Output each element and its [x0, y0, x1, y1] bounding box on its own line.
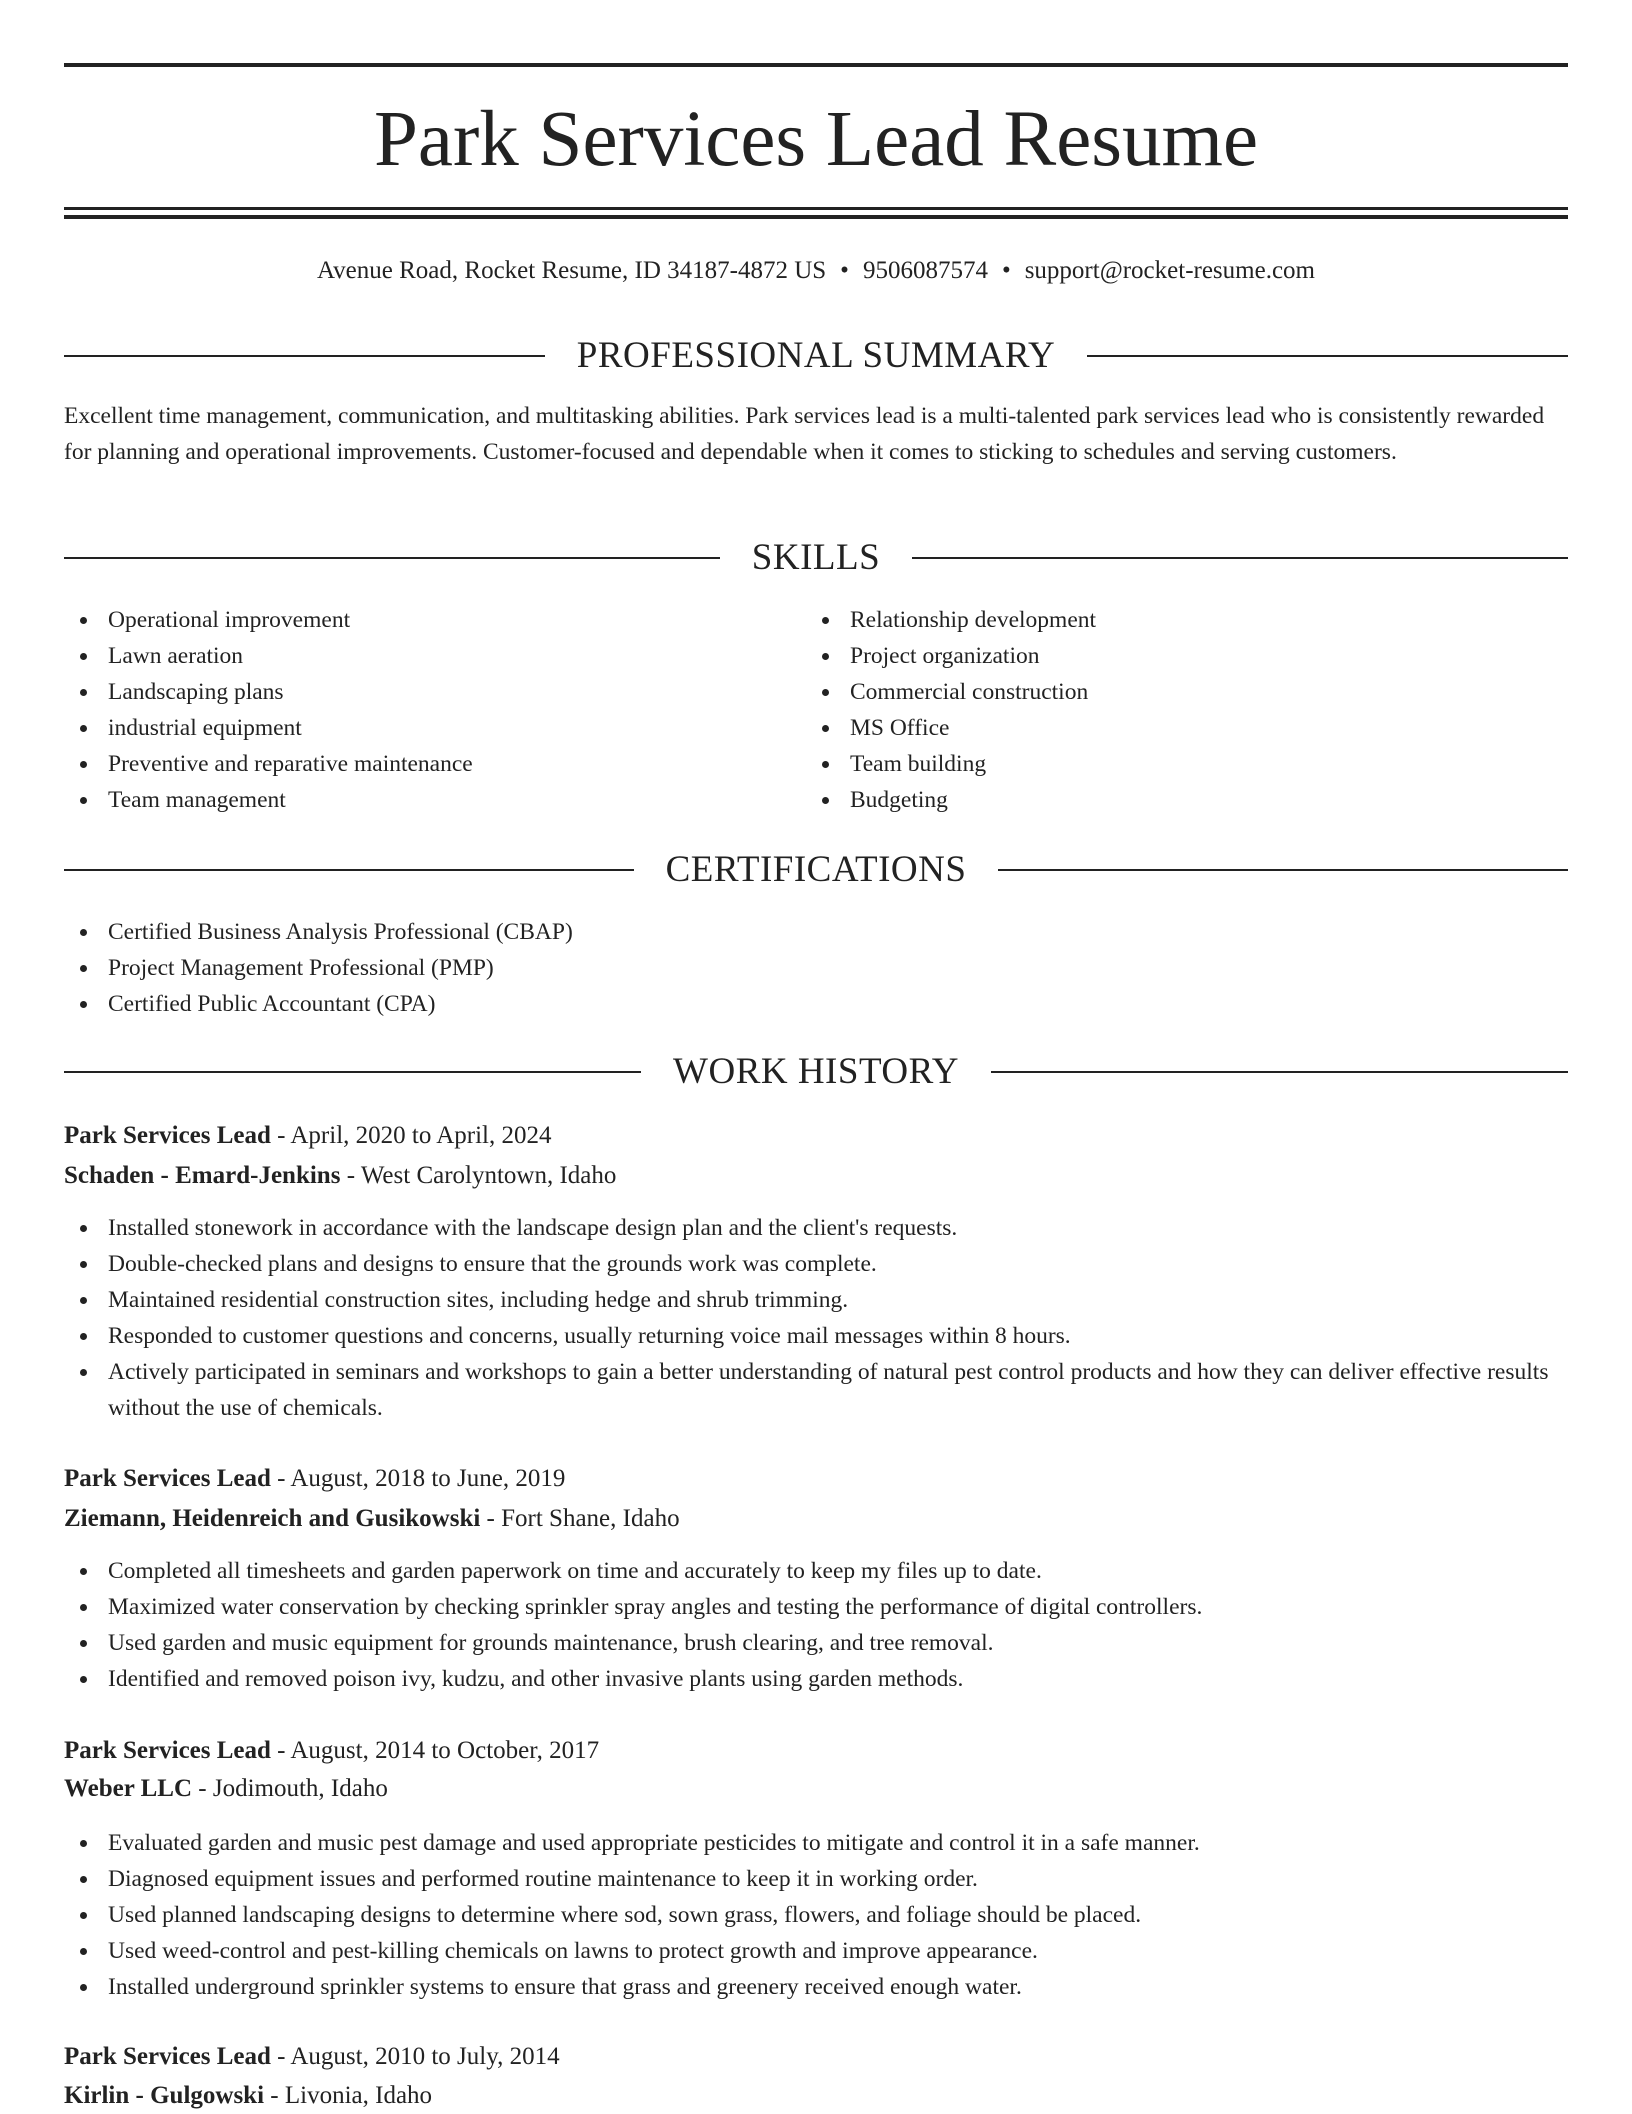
section-rule — [64, 1071, 641, 1073]
skill-item: MS Office — [806, 710, 1546, 746]
section-title: WORK HISTORY — [673, 1051, 959, 1092]
job-bullets — [64, 1825, 1568, 2005]
skill-item: Landscaping plans — [64, 674, 804, 710]
job-bullet: Used garden and music equipment for grounds maintenance, brush clearing, and tree removal. — [64, 1625, 1568, 1661]
certification-item: Project Management Professional (PMP) — [64, 950, 1568, 986]
job-bullet: Maximized water conservation by checking sprinkler spray angles and testing the performance of digital controllers. — [64, 1589, 1568, 1625]
job-title-line — [64, 1461, 1568, 1497]
job-company-line — [64, 1501, 1568, 1537]
contact-phone: 9506087574 — [862, 257, 988, 284]
job-bullet: Installed stonework in accordance with the landscape design plan and the client's requests. — [64, 1210, 1568, 1246]
certifications-list — [64, 914, 1568, 1022]
job-bullets — [64, 1210, 1568, 1426]
job-company-line — [64, 1771, 1568, 1807]
skill-item: Commercial construction — [806, 674, 1546, 710]
job-bullet: Used weed-control and pest-killing chemicals on lawns to protect growth and improve appearance. — [64, 1933, 1568, 1969]
section-rule — [991, 1071, 1568, 1073]
certification-item: Certified Business Analysis Professional (CBAP) — [64, 914, 1568, 950]
job-bullet: Completed all timesheets and garden paperwork on time and accurately to keep my files up to date. — [64, 1553, 1568, 1589]
section-rule — [912, 557, 1568, 559]
job-title: Park Services Lead — [64, 1737, 271, 1764]
section-header-certifications — [64, 848, 1568, 892]
skills-list-left — [64, 602, 804, 818]
dash: - — [264, 2082, 285, 2109]
section-rule — [1087, 355, 1568, 357]
header-top-rule — [64, 63, 1568, 67]
job-bullet: Diagnosed equipment issues and performed routine maintenance to keep it in working order. — [64, 1861, 1568, 1897]
job-bullet: Installed underground sprinkler systems to ensure that grass and greenery received enough water. — [64, 1969, 1568, 2005]
job-company: Schaden - Emard-Jenkins — [64, 1162, 341, 1189]
skill-item: Project organization — [806, 638, 1546, 674]
certification-item: Certified Public Accountant (CPA) — [64, 986, 1568, 1022]
job-bullet: Identified and removed poison ivy, kudzu, and other invasive plants using garden methods. — [64, 1661, 1568, 1697]
job-bullet: Used planned landscaping designs to determine where sod, sown grass, flowers, and foliage should be placed. — [64, 1897, 1568, 1933]
job-bullet: Double-checked plans and designs to ensure that the grounds work was complete. — [64, 1246, 1568, 1282]
job-company: Ziemann, Heidenreich and Gusikowski — [64, 1505, 481, 1532]
job-title: Park Services Lead — [64, 1465, 271, 1492]
dash: - — [270, 1465, 291, 1492]
job-bullets — [64, 1553, 1568, 1697]
dash: - — [270, 2043, 291, 2070]
skills-list-right — [806, 602, 1546, 818]
skill-item: Relationship development — [806, 602, 1546, 638]
job-bullet: Actively participated in seminars and workshops to gain a better understanding of natural pest control products and how they can deliver effective results without the use of chemicals. — [64, 1354, 1568, 1426]
job-dates: August, 2018 to June, 2019 — [290, 1465, 566, 1492]
skill-item: industrial equipment — [64, 710, 804, 746]
section-rule — [64, 869, 634, 871]
section-title: PROFESSIONAL SUMMARY — [576, 335, 1056, 376]
section-title: CERTIFICATIONS — [665, 849, 967, 890]
dash: - — [340, 1162, 361, 1189]
contact-email: support@rocket-resume.com — [1024, 257, 1315, 284]
job-dates: April, 2020 to April, 2024 — [290, 1122, 552, 1149]
job-title-line — [64, 2039, 1568, 2075]
job-bullet: Evaluated garden and music pest damage and used appropriate pesticides to mitigate and control it in a safe manner. — [64, 1825, 1568, 1861]
job-dates: August, 2014 to October, 2017 — [290, 1737, 600, 1764]
job-bullet: Responded to customer questions and concerns, usually returning voice mail messages within 8 hours. — [64, 1318, 1568, 1354]
skill-item: Operational improvement — [64, 602, 804, 638]
job-company: Kirlin - Gulgowski — [64, 2082, 265, 2109]
dash: - — [192, 1775, 213, 1802]
job-title-line — [64, 1118, 1568, 1154]
section-rule — [64, 557, 720, 559]
section-rule — [998, 869, 1568, 871]
header-bottom-rule — [64, 215, 1568, 219]
resume-title: Park Services Lead Resume — [373, 96, 1259, 183]
job-location: West Carolyntown, Idaho — [360, 1162, 617, 1189]
job-company-line — [64, 1158, 1568, 1194]
job-company: Weber LLC — [64, 1775, 193, 1802]
job-bullet: Maintained residential construction sites, including hedge and shrub trimming. — [64, 1282, 1568, 1318]
job-dates: August, 2010 to July, 2014 — [290, 2043, 560, 2070]
skill-item: Lawn aeration — [64, 638, 804, 674]
skill-item: Preventive and reparative maintenance — [64, 746, 804, 782]
job-location: Livonia, Idaho — [284, 2082, 433, 2109]
dash: - — [270, 1122, 291, 1149]
section-rule — [64, 355, 545, 357]
job-title-line — [64, 1733, 1568, 1769]
skill-item: Team building — [806, 746, 1546, 782]
summary-text: Excellent time management, communication, and multitasking abilities. Park services lead is a multi-talented park services lead who is consistently rewarded for planning and operational improvements. Customer-focused and dependable when it comes to sticking to schedules and serving customers. — [64, 403, 1545, 465]
section-title: SKILLS — [751, 537, 881, 578]
section-header-skills — [64, 536, 1568, 580]
contact-line — [0, 254, 1632, 288]
dash: - — [270, 1737, 291, 1764]
skill-item: Team management — [64, 782, 804, 818]
contact-address: Avenue Road, Rocket Resume, ID 34187-4872 US — [316, 257, 827, 284]
job-title: Park Services Lead — [64, 2043, 271, 2070]
header-bottom-rule — [64, 207, 1568, 210]
job-title: Park Services Lead — [64, 1122, 271, 1149]
section-header-work-history — [64, 1050, 1568, 1094]
skill-item: Budgeting — [806, 782, 1546, 818]
section-header-summary — [64, 334, 1568, 378]
dash: - — [480, 1505, 502, 1532]
job-company-line — [64, 2078, 1568, 2114]
contact-separator: • — [840, 257, 849, 284]
job-location: Jodimouth, Idaho — [212, 1775, 388, 1802]
contact-separator: • — [1001, 257, 1011, 284]
job-location: Fort Shane, Idaho — [501, 1505, 680, 1532]
